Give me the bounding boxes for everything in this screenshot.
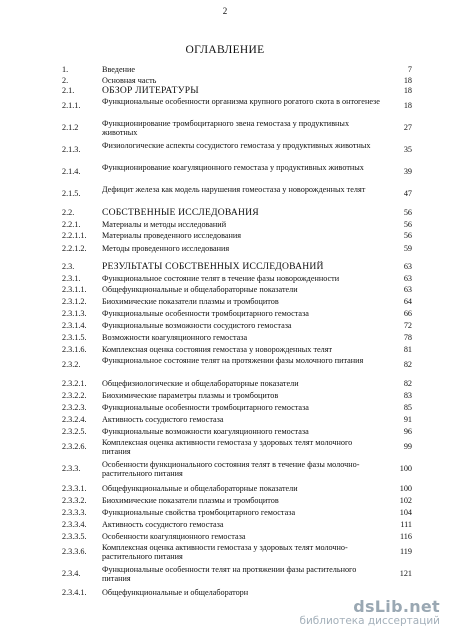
toc-entry-page: 72: [403, 321, 412, 330]
toc-entry-title: Особенности функционального состояния телят в течение фазы молочно-растительного питания: [102, 460, 360, 478]
toc-entry-number: 2.3.3.3.: [62, 508, 87, 517]
toc-entry-title: Функционирование тромбоцитарного звена гемостаза у продуктивных животных: [102, 119, 350, 137]
toc-entry-title: Биохимические показатели плазмы и тромбоцитов: [102, 297, 279, 306]
toc-entry-number: 2.3.3.4.: [62, 520, 87, 529]
toc-entry-page: 85: [403, 403, 412, 412]
toc-entry-number: 2.2.: [62, 208, 75, 217]
toc-entry-page: 64: [403, 297, 412, 306]
toc-entry: [62, 461, 412, 478]
toc-entry-title: Комплексная оценка состояния гемостаза у новорожденных телят: [102, 345, 333, 354]
toc-entry-number: 2.2.1.2.: [62, 244, 87, 253]
toc-entry-number: 2.3.1.5.: [62, 333, 87, 342]
toc-entry-title: Биохимические показатели плазмы и тромбоцитов: [102, 496, 279, 505]
toc-entry-title: СОБСТВЕННЫЕ ИССЛЕДОВАНИЯ: [102, 207, 259, 218]
toc-entry-page: 83: [403, 391, 412, 400]
toc-title: ОГЛАВЛЕНИЕ: [185, 44, 265, 56]
toc-entry: [62, 521, 412, 530]
toc-entry-number: 2.3.3.1.: [62, 484, 87, 493]
toc-entry: [62, 66, 412, 75]
toc-entry-title: Функциональные особенности организма крупного рогатого скота в онтогенезе: [102, 97, 380, 106]
toc-entry: [62, 497, 412, 506]
watermark-brand: dsLib.net: [353, 597, 440, 616]
toc-entry-number: 2.3.1.3.: [62, 309, 87, 318]
toc-entry: [62, 416, 412, 425]
toc-entry-title: РЕЗУЛЬТАТЫ СОБСТВЕННЫХ ИССЛЕДОВАНИЙ: [102, 261, 324, 272]
toc-entry-title: ОБЗОР ЛИТЕРАТУРЫ: [102, 85, 199, 96]
toc-entry: [62, 221, 412, 230]
toc-entry-number: 2.3.2.2.: [62, 391, 87, 400]
toc-entry-page: 18: [403, 76, 412, 85]
toc-entry-number: 2.2.1.: [62, 220, 81, 229]
toc-entry-title: Общефункциональные и общелабораторные показатели: [102, 484, 298, 493]
toc-entry-title: Общефункциональные и общелабораторн: [102, 588, 249, 597]
toc-entry-page: 56: [403, 220, 412, 229]
toc-entry-page: 56: [403, 231, 412, 240]
toc-entry-number: 2.3.1.1.: [62, 285, 87, 294]
toc-entry-page: 99: [403, 442, 412, 451]
toc-entry-page: 82: [403, 360, 412, 369]
toc-entry-page: 100: [399, 464, 412, 473]
toc-entry-page: 100: [399, 484, 412, 493]
toc-entry-number: 2.3.1.6.: [62, 345, 87, 354]
toc-entry: [62, 185, 412, 198]
toc-entry-number: 2.1.5.: [62, 189, 81, 198]
toc-entry-title: Функциональные свойства тромбоцитарного гемостаза: [102, 508, 296, 517]
toc-entry-title: Активность сосудистого гемостаза: [102, 520, 224, 529]
toc-entry: [62, 163, 412, 176]
toc-entry-page: 63: [403, 274, 412, 283]
toc-entry: [62, 275, 412, 284]
toc-entry-page: 116: [400, 532, 412, 541]
toc-entry: [62, 263, 412, 272]
toc-entry-title: Дефицит железа как модель нарушения гомеостаза у новорожденных телят: [102, 185, 366, 194]
toc-entry: [62, 380, 412, 389]
toc-entry-page: 81: [403, 345, 412, 354]
toc-entry-number: 2.3.3.2.: [62, 496, 87, 505]
toc-entry-title: Материалы и методы исследований: [102, 220, 227, 229]
toc-entry: [62, 245, 412, 254]
toc-entry-number: 2.3.2.4.: [62, 415, 87, 424]
toc-entry-page: 56: [403, 208, 412, 217]
toc-entry-page: 121: [399, 569, 412, 578]
toc-entry-page: 63: [403, 285, 412, 294]
toc-entry: [62, 120, 412, 137]
toc-entry-number: 2.2.1.1.: [62, 231, 87, 240]
toc-entry-number: 2.3.2.3.: [62, 403, 87, 412]
toc-entry-title: Основная часть: [102, 76, 157, 85]
toc-entry-title: Общефункциональные и общелабораторные показатели: [102, 285, 298, 294]
toc-entry-title: Биохимические параметры плазмы и тромбоцитов: [102, 391, 279, 400]
toc-entry: [62, 544, 412, 561]
toc-entry-title: Комплексная оценка активности гемостаза у здоровых телят молочно-растительного питания: [102, 543, 348, 561]
toc-entry: [62, 404, 412, 413]
toc-entry: [62, 87, 412, 96]
watermark-tagline: библиотека диссертаций: [299, 615, 440, 627]
toc-entry-number: 2.: [62, 76, 69, 85]
toc-entry-title: Материалы проведенного исследования: [102, 231, 242, 240]
toc-entry-number: 2.3.4.: [62, 569, 81, 578]
toc-entry-title: Функциональные особенности тромбоцитарного гемостаза: [102, 403, 309, 412]
toc-entry-page: 59: [403, 244, 412, 253]
toc-entry-title: Возможности коагуляционного гемостаза: [102, 333, 248, 342]
toc-entry-title: Активность сосудистого гемостаза: [102, 415, 224, 424]
toc-entry-page: 63: [403, 262, 412, 271]
toc-entry-number: 2.3.3.6.: [62, 547, 87, 556]
toc-entry-title: Особенности коагуляционного гемостаза: [102, 532, 246, 541]
toc-entry-page: 27: [403, 123, 412, 132]
toc-entry-page: 39: [403, 167, 412, 176]
toc-entry: [62, 356, 412, 369]
toc-entry-title: Функциональное состояние телят на протяжении фазы молочного питания: [102, 356, 364, 365]
toc-entry-page: 91: [403, 415, 412, 424]
toc-entry: [62, 566, 412, 583]
toc-entry: [62, 428, 412, 437]
toc-entry: [62, 334, 412, 343]
toc-entry-title: Функциональные особенности тромбоцитарного гемостаза: [102, 309, 309, 318]
toc-entry-number: 2.1.1.: [62, 101, 81, 110]
toc-entry-title: Комплексная оценка активности гемостаза у здоровых телят молочного питания: [102, 438, 353, 456]
toc-entry: [62, 509, 412, 518]
toc-entry-page: 78: [403, 333, 412, 342]
toc-entry: [62, 346, 412, 355]
toc-entry-title: Функциональные возможности сосудистого гемостаза: [102, 321, 292, 330]
toc-entry-number: 2.1.: [62, 86, 75, 95]
toc-entry: [62, 298, 412, 307]
toc-entry-page: 96: [403, 427, 412, 436]
toc-entry-title: Физиологические аспекты сосудистого гемостаза у продуктивных животных: [102, 141, 371, 150]
toc-entry-page: 18: [403, 101, 412, 110]
toc-entry-page: 102: [399, 496, 412, 505]
toc-entry-number: 2.3.2.: [62, 360, 81, 369]
toc-entry-title: Методы проведенного исследования: [102, 244, 230, 253]
toc-entry-page: 35: [403, 145, 412, 154]
toc-entry-number: 2.1.2: [62, 123, 79, 132]
toc-entry-number: 2.3.2.5.: [62, 427, 87, 436]
toc-entry: [62, 232, 412, 241]
toc-entry-page: 111: [400, 520, 412, 529]
toc-entry-number: 2.1.3.: [62, 145, 81, 154]
toc-entry-number: 2.1.4.: [62, 167, 81, 176]
toc-entry-number: 1.: [62, 65, 69, 74]
toc-entry-title: Функциональные возможности коагуляционного гемостаза: [102, 427, 309, 436]
toc-entry-page: 119: [400, 547, 412, 556]
toc-entry: [62, 97, 412, 110]
toc-entry-number: 2.3.1.: [62, 274, 81, 283]
page-number: 2: [222, 6, 228, 16]
toc-entry: [62, 485, 412, 494]
watermark: [299, 597, 440, 627]
toc-entry: [62, 209, 412, 218]
toc-entry-number: 2.3.1.4.: [62, 321, 87, 330]
toc-entry-number: 2.3.1.2.: [62, 297, 87, 306]
toc-entry-number: 2.3.2.6.: [62, 442, 87, 451]
toc-entry-page: 66: [403, 309, 412, 318]
toc-entry-page: 7: [407, 65, 412, 74]
toc-entry-number: 2.3.4.1.: [62, 588, 87, 597]
toc-entry: [62, 286, 412, 295]
toc-entry-page: 47: [403, 189, 412, 198]
toc-entry-title: Общефизиологические и общелабораторные показатели: [102, 379, 299, 388]
toc-entry-title: Введение: [102, 65, 136, 74]
toc-entry-page: 82: [403, 379, 412, 388]
toc-entry-title: Функциональное состояние телят в течение фазы новорожденности: [102, 274, 340, 283]
toc-entry-title: Функциональные особенности телят на протяжении фазы растительного питания: [102, 565, 357, 583]
toc-entry: [62, 392, 412, 401]
toc-entry-title: Функционирование коагуляционного гемостаза у продуктивных животных: [102, 163, 364, 172]
toc-entry-number: 2.3.3.5.: [62, 532, 87, 541]
toc-entry: [62, 533, 412, 542]
toc-entry-page: 104: [399, 508, 412, 517]
toc-entry-page: 18: [403, 86, 412, 95]
toc-entry-number: 2.3.2.1.: [62, 379, 87, 388]
toc-entry: [62, 322, 412, 331]
toc-entry: [62, 310, 412, 319]
toc-entry: [62, 141, 412, 154]
toc-entry-number: 2.3.3.: [62, 464, 81, 473]
toc-entry: [62, 439, 412, 456]
toc-entry-number: 2.3.: [62, 262, 75, 271]
